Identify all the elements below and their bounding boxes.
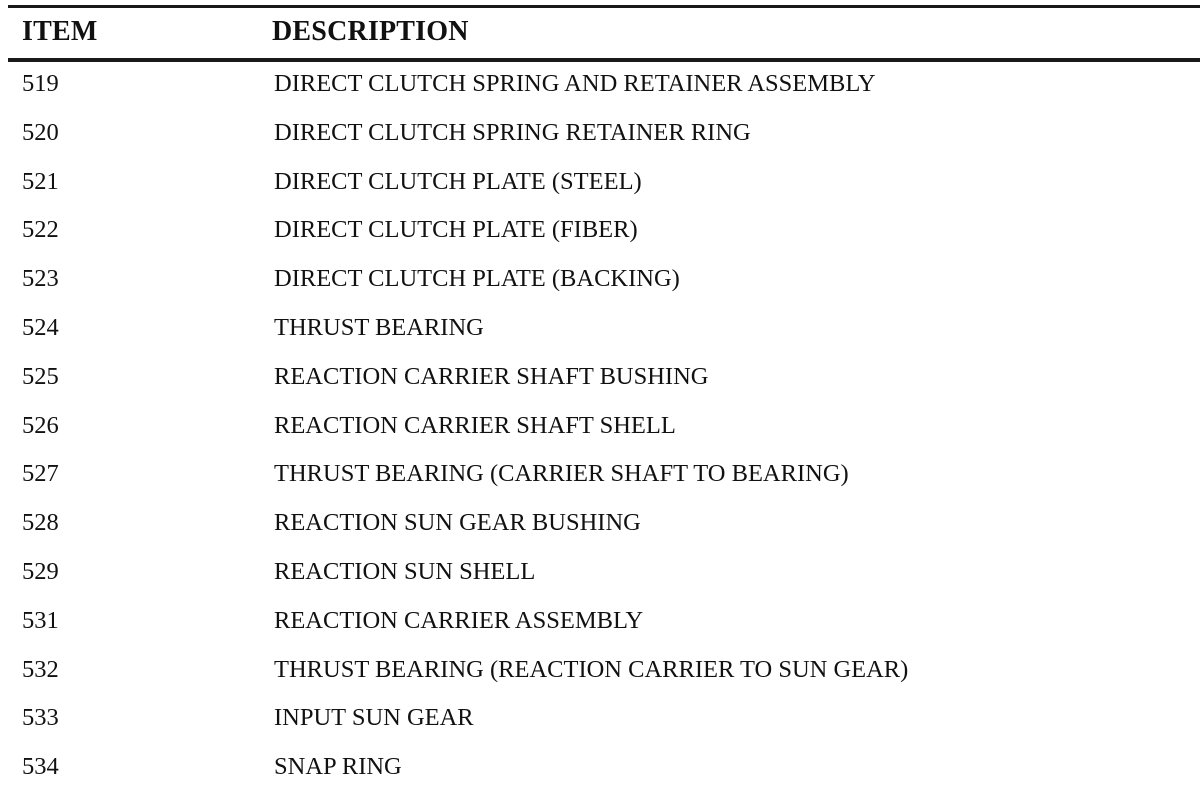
header-description: DESCRIPTION [272,16,469,47]
item-number: 531 [22,606,59,634]
table-row [0,160,1200,209]
table-row [0,696,1200,745]
item-description: THRUST BEARING (REACTION CARRIER TO SUN GEAR) [274,655,909,683]
table-row [0,62,1200,111]
item-description: DIRECT CLUTCH PLATE (BACKING) [274,265,680,293]
table-row [0,452,1200,501]
table-row [0,257,1200,306]
item-description: DIRECT CLUTCH PLATE (FIBER) [274,216,638,244]
table-row [0,404,1200,453]
item-description: REACTION CARRIER ASSEMBLY [274,606,644,634]
item-description: DIRECT CLUTCH PLATE (STEEL) [274,167,642,195]
item-description: THRUST BEARING (CARRIER SHAFT TO BEARING) [274,460,849,488]
table-row [0,501,1200,550]
item-number: 529 [22,557,59,585]
table-header [0,14,1200,54]
header-item: ITEM [22,16,98,47]
table-body [0,62,1200,794]
item-number: 523 [22,265,59,293]
item-description: REACTION SUN GEAR BUSHING [274,509,641,537]
item-number: 525 [22,362,59,390]
item-description: REACTION CARRIER SHAFT BUSHING [274,362,709,390]
item-description: REACTION SUN SHELL [274,557,536,585]
item-number: 519 [22,70,59,97]
table-row [0,745,1200,794]
item-number: 524 [22,313,59,341]
table-row [0,111,1200,160]
item-description: REACTION CARRIER SHAFT SHELL [274,411,676,439]
table-row [0,355,1200,404]
item-number: 534 [22,753,59,781]
item-number: 526 [22,411,59,439]
item-number: 520 [22,118,59,146]
item-number: 532 [22,655,59,683]
table-row [0,599,1200,648]
item-number: 521 [22,167,59,195]
table-row [0,648,1200,697]
item-description: THRUST BEARING [274,313,484,341]
item-number: 522 [22,216,59,244]
item-number: 533 [22,704,59,732]
item-number: 527 [22,460,59,488]
item-description: DIRECT CLUTCH SPRING AND RETAINER ASSEMBLY [274,70,876,97]
table-row [0,208,1200,257]
table-row [0,306,1200,355]
item-description: INPUT SUN GEAR [274,704,474,732]
item-number: 528 [22,509,59,537]
item-description: DIRECT CLUTCH SPRING RETAINER RING [274,118,751,146]
top-rule [8,5,1200,8]
table-row [0,550,1200,599]
item-description: SNAP RING [274,753,402,781]
